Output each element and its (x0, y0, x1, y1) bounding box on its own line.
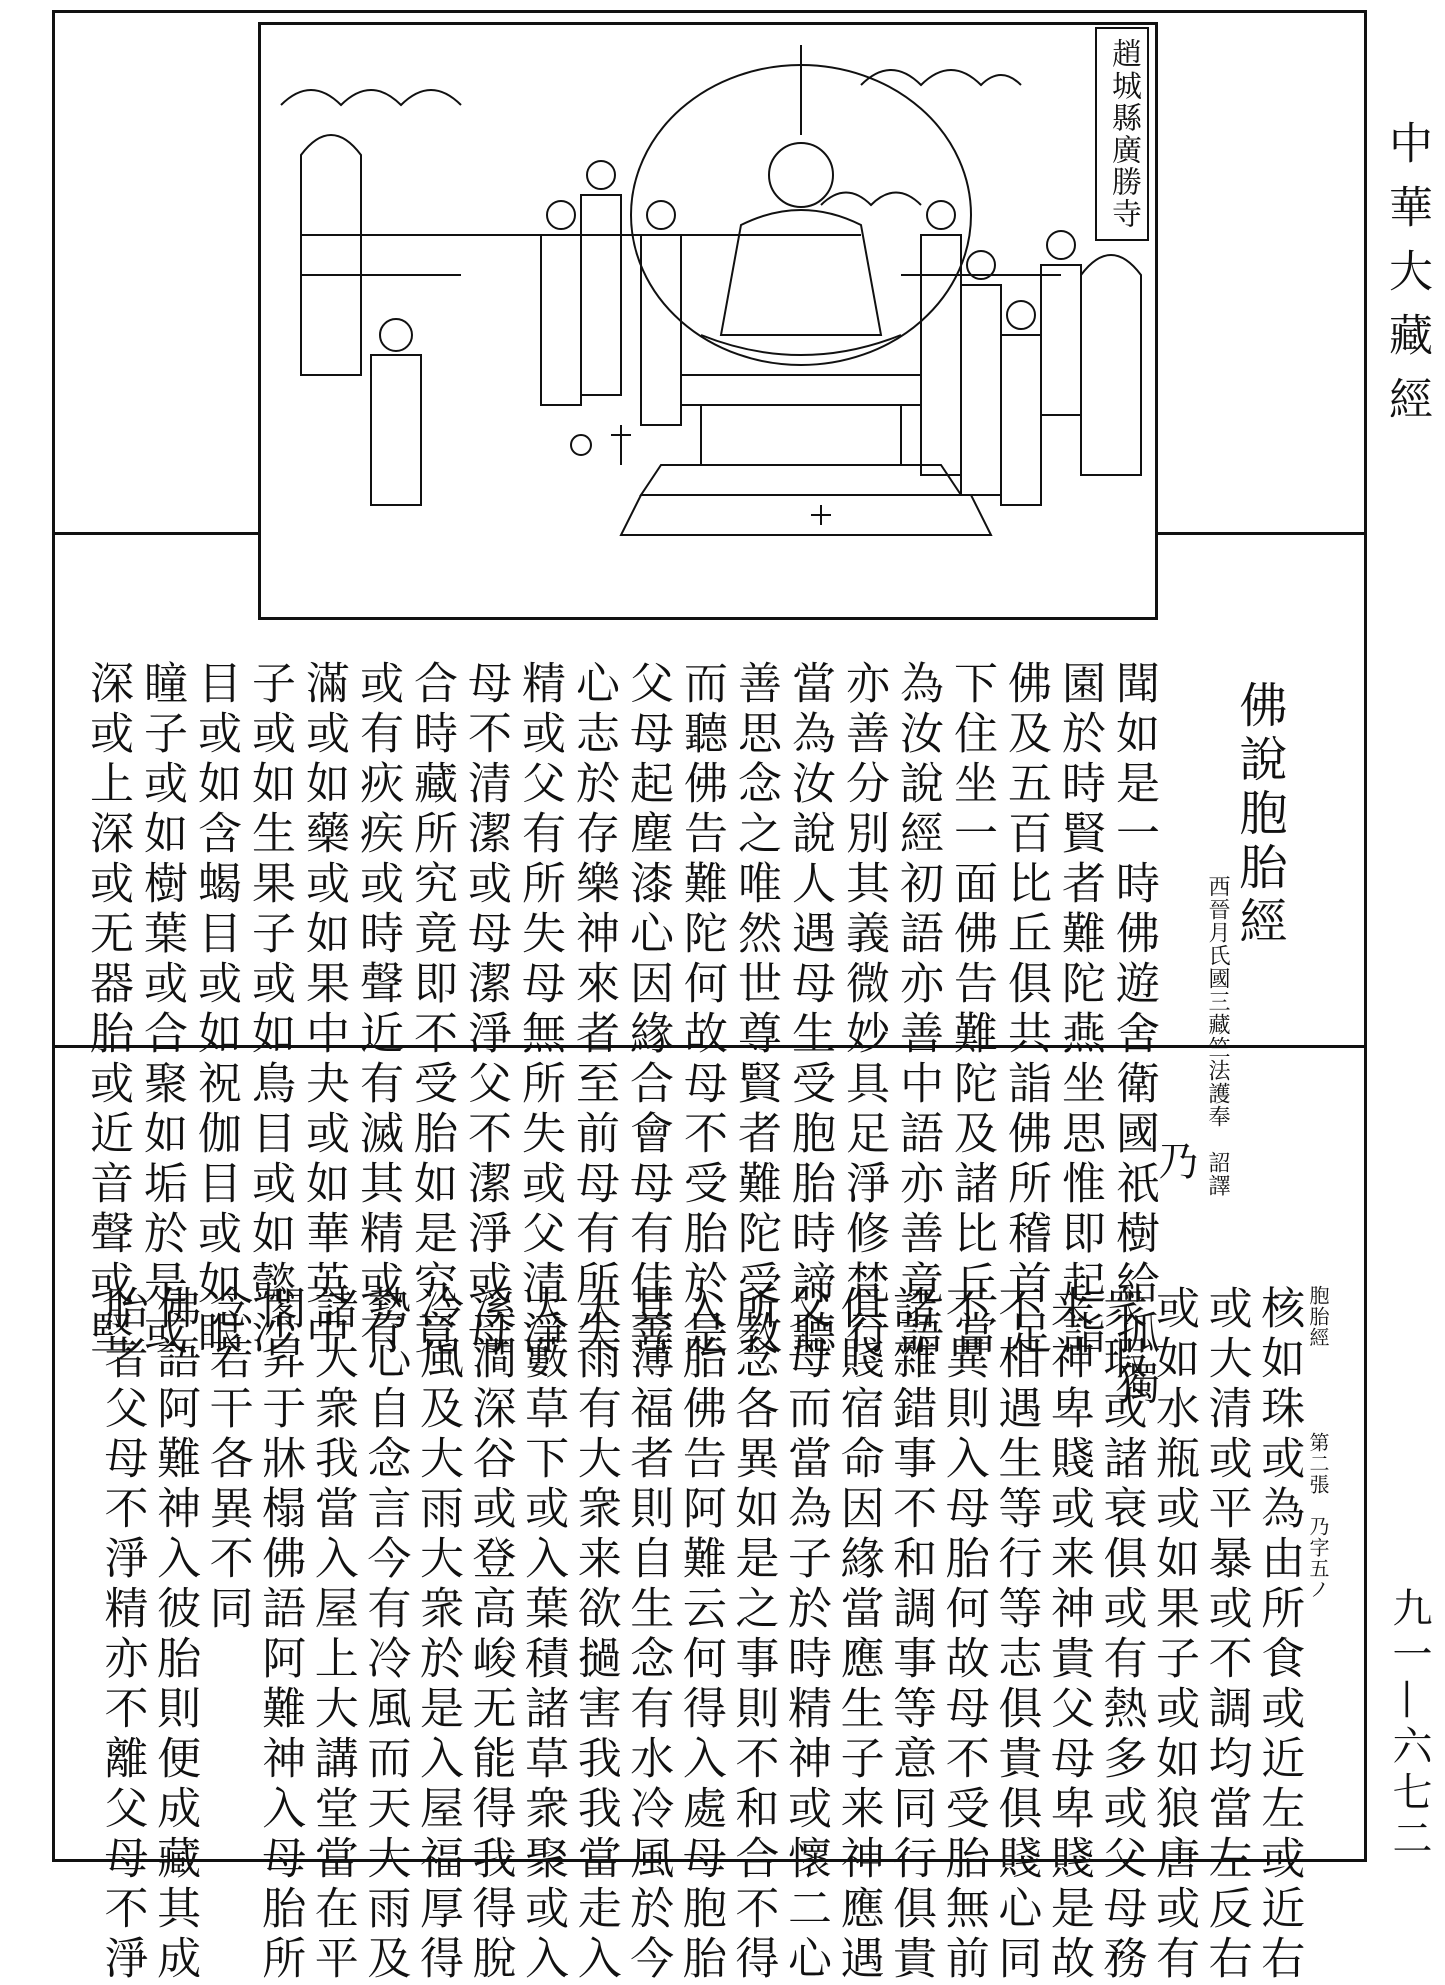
altar-pedestal-icon (621, 375, 991, 535)
sutra-title: 佛說胞胎經 (1231, 680, 1287, 950)
text-column: 亦善分別其義微妙具足淨修梵行 (838, 660, 889, 1360)
sutra-opening-section (82, 660, 1287, 1410)
text-column: 入胎佛告阿難云何得入處母胞胎 (674, 1285, 726, 1985)
text-column: 園於時賢者難陀燕坐思惟即起詣 (1054, 660, 1105, 1360)
text-column: 或如水瓶或如果子或如狼唐或有 (1148, 1285, 1200, 1985)
text-column: 諸雜錯事不和調事等意同行俱貴 (885, 1285, 937, 1985)
text-column: 所念各異如是之事則不和合不得 (727, 1285, 779, 1985)
text-column: 不異則入母胎何故母不受胎無前 (937, 1285, 989, 1985)
standing-monk-figures-icon (371, 161, 1081, 505)
text-column: 聞如是一時佛遊舍衛國祇樹給孤獨 (1108, 660, 1159, 1410)
text-column: 為汝說經初語亦善中語亦善竟語 (892, 660, 943, 1360)
text-column: 滿或如藥或如果中夬或如華英中 (298, 660, 349, 1360)
text-column: 諸大衆我當入屋上大講堂當在平 (306, 1285, 358, 1985)
text-column: 或大清或平暴或不調均當左反右 (1200, 1285, 1252, 1985)
text-column: 母不清潔或母潔淨父不潔淨或母 (460, 660, 511, 1360)
text-column: 溪澗深谷或登高峻无能得我得脫 (464, 1285, 516, 1985)
text-column: 其薄福者則自生念有水冷風於今 (622, 1285, 674, 1985)
text-column: 佛語阿難神入彼胎則便成藏其成 (149, 1285, 201, 1985)
text-column: 胎者父母不淨精亦不離父母不淨 (96, 1285, 148, 1985)
text-column: 不相遇生等行等志俱貴俱賤心同 (990, 1285, 1042, 1985)
text-column: 衆瑕或諸衰俱或有熱多或父母務 (1095, 1285, 1147, 1985)
translator-line: 西晉月氏國三藏竺法護奉 詔譯 (1205, 875, 1230, 1197)
text-column: 父母起塵漆心因緣合會母有佳善 (622, 660, 673, 1360)
text-column: 勢心自念言今有冷風而天大雨及 (359, 1285, 411, 1985)
page-number: 九一—六七二 (1386, 1587, 1432, 1863)
text-column: 天雨有大衆来欲撾害我我當走入 (569, 1285, 621, 1985)
margin-note: 胞胎經 第二張 乃字五ノ (1306, 1285, 1330, 1600)
text-column: 深或上深或无器胎或近音聲或堅 (82, 660, 133, 1360)
collection-title: 中華大藏經 (1381, 120, 1432, 440)
text-column: 大藪草下或入葉積諸草衆聚或入 (517, 1285, 569, 1985)
cloud-motifs-icon (281, 70, 1061, 275)
sutra-continuation-section (95, 1285, 1330, 1985)
text-column: 閣昇于牀榻佛語阿難神入母胎所 (254, 1285, 306, 1985)
illustration-art (261, 25, 1155, 617)
text-column: 佛及五百比丘俱共詣佛所稽首足 (1000, 660, 1051, 1360)
text-column: 心志於存樂神來者至前母有所失 (568, 660, 619, 1360)
text-column: 下住坐一面佛告難陀及諸比丘當 (946, 660, 997, 1360)
text-column: 念若干各異不同 (201, 1285, 253, 1635)
text-column: 来神卑賤或来神貴父母卑賤是故 (1042, 1285, 1094, 1985)
text-column: 子或如生果子或如鳥目或如懿沙 (244, 660, 295, 1360)
text-column: 而聽佛告難陀何故母不受胎於是 (676, 660, 727, 1360)
guardian-figures-icon (301, 135, 1141, 475)
temple-caption: 趙城縣廣勝寺 (1095, 27, 1149, 241)
text-column: 當為汝說人遇母生受胞胎時諦聽 (784, 660, 835, 1360)
text-column: 俱賤宿命因緣當應生子来神應遇 (832, 1285, 884, 1985)
text-column: 善思念之唯然世尊賢者難陀受教 (730, 660, 781, 1360)
text-column: 或有疢疾或時聲近有滅其精或有 (352, 660, 403, 1360)
text-column: 合時藏所究竟即不受胎如是究竟 (406, 660, 457, 1360)
woodblock-illustration (258, 22, 1158, 620)
text-column: 核如珠或為由所食或近左或近右 (1253, 1285, 1305, 1985)
text-column: 父母而當為子於時精神或懷二心 (780, 1285, 831, 1985)
text-column: 瞳子或如樹葉或合聚如垢於是或 (136, 660, 187, 1360)
text-column: 冷風及大雨大衆於是入屋福厚得 (411, 1285, 463, 1985)
volume-mark: 乃 (1152, 1140, 1198, 1186)
text-column: 精或父有所失母無所失或父清淨 (514, 660, 565, 1360)
text-column: 目或如含蝎目或如祝伽目或如眼 (190, 660, 241, 1360)
